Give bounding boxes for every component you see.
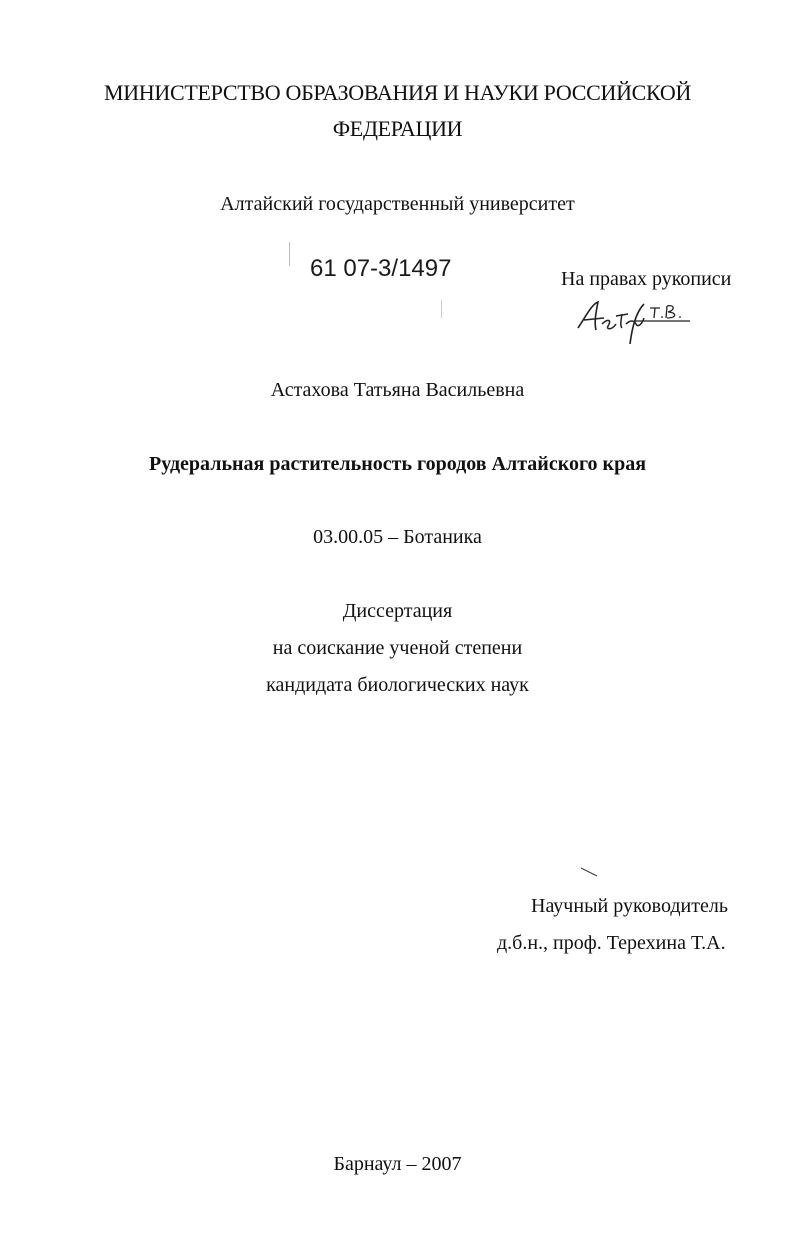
author-signature: [572, 294, 697, 346]
scan-mark-left: [289, 242, 290, 266]
rights-label: На правах рукописи: [561, 268, 732, 290]
specialty-code: 03.00.05 – Ботаника: [313, 526, 482, 548]
supervisor-label: Научный руководитель: [531, 895, 728, 917]
scan-mark-right: [441, 300, 442, 318]
author-name: Астахова Татьяна Васильевна: [270, 379, 525, 401]
degree-line-3: кандидата биологических наук: [266, 674, 529, 696]
degree-line-1: Диссертация: [342, 600, 453, 622]
city-year: Барнаул – 2007: [333, 1153, 462, 1175]
signature-image: [572, 294, 697, 346]
ministry-line-2: ФЕДЕРАЦИИ: [332, 116, 463, 141]
university-name: Алтайский государственный университет: [220, 193, 575, 215]
pen-tick-mark: [580, 867, 598, 877]
dissertation-title: Рудеральная растительность городов Алтайского края: [148, 453, 647, 475]
library-stamp-number: 61 07-3/1497: [310, 255, 452, 282]
degree-line-2: на соискание ученой степени: [272, 637, 523, 659]
supervisor-name: д.б.н., проф. Терехина Т.А.: [497, 932, 726, 954]
scan-tick-mark: [580, 864, 598, 874]
ministry-line-1: МИНИСТЕРСТВО ОБРАЗОВАНИЯ И НАУКИ РОССИЙСКОЙ: [103, 80, 692, 105]
